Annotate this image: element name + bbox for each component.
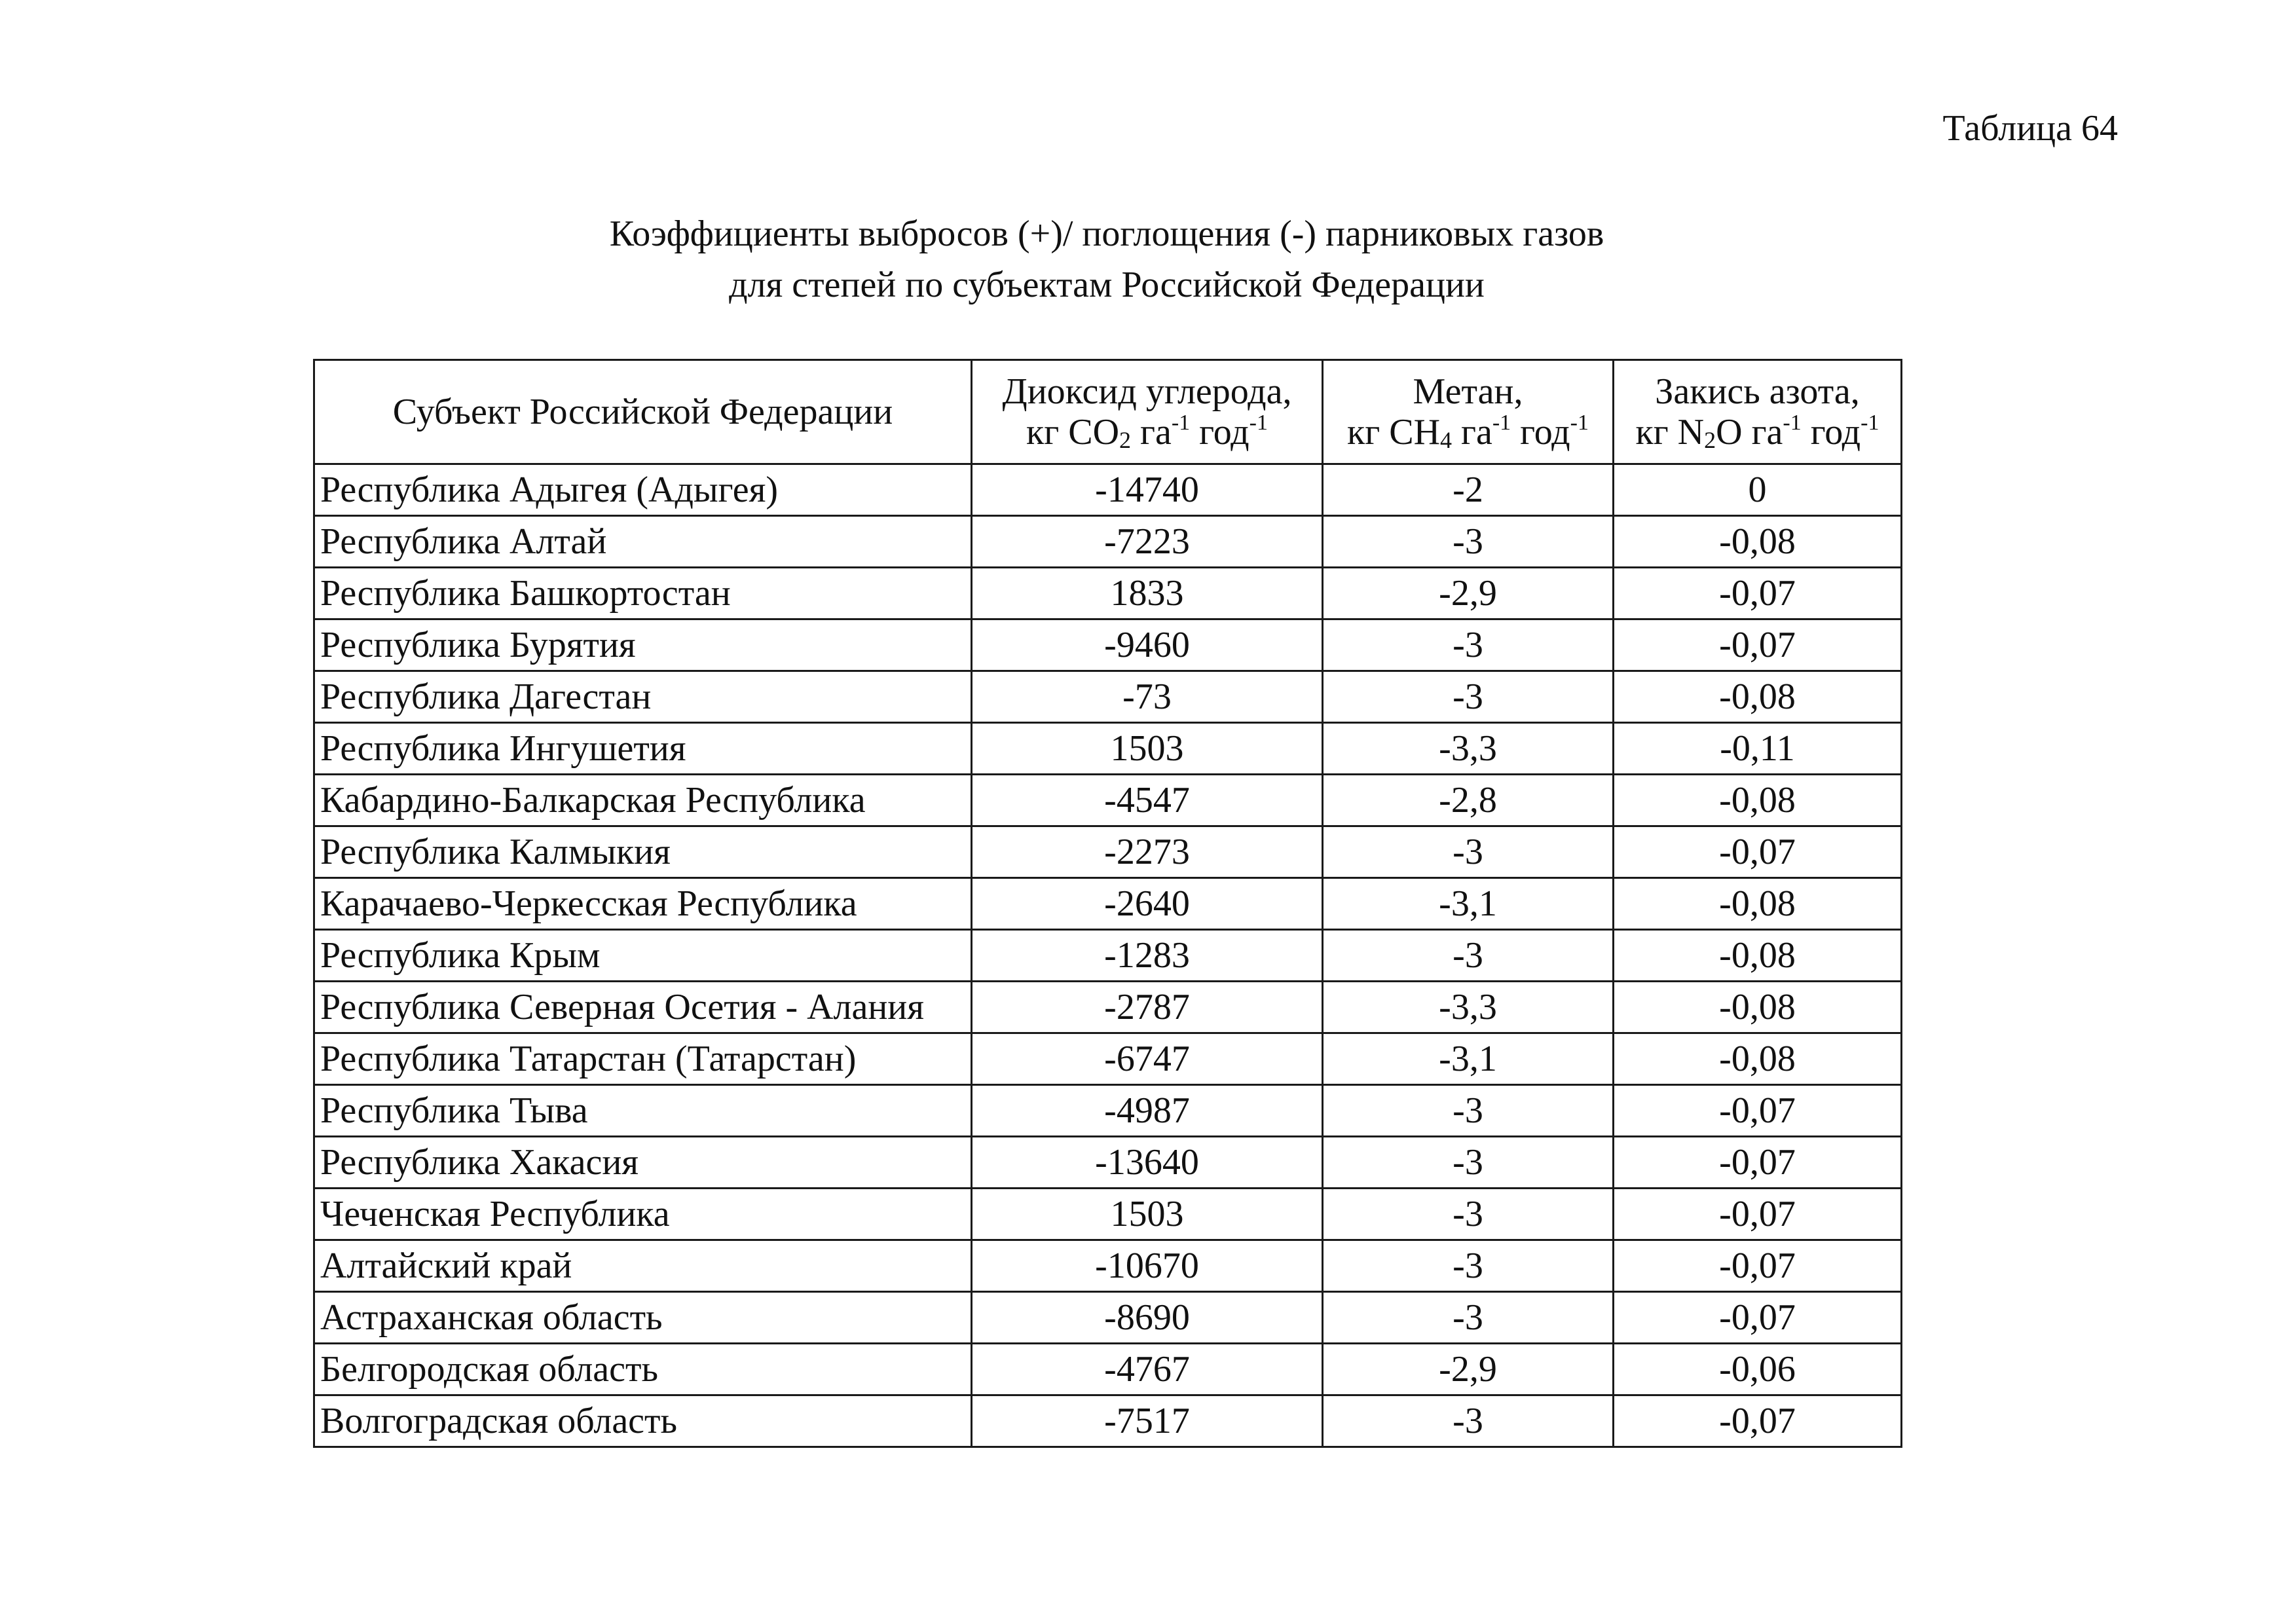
cell-ch4: -3 bbox=[1323, 1189, 1614, 1240]
cell-co2: -2787 bbox=[972, 982, 1323, 1033]
cell-co2: -9460 bbox=[972, 619, 1323, 671]
header-n2o-unit: кг $N_2O$ $га^{-1}$ год$^{-1}$ bbox=[1635, 411, 1879, 453]
cell-n2o: -0,07 bbox=[1614, 568, 1902, 619]
table-row bbox=[314, 826, 1902, 878]
cell-subject: Республика Дагестан bbox=[314, 671, 972, 723]
cell-subject: Волгоградская область bbox=[314, 1395, 972, 1447]
cell-subject: Чеченская Республика bbox=[314, 1189, 972, 1240]
header-co2-name: Диоксид углерода, bbox=[1002, 371, 1292, 412]
cell-n2o: -0,08 bbox=[1614, 930, 1902, 982]
cell-co2: -4767 bbox=[972, 1344, 1323, 1395]
cell-co2: -13640 bbox=[972, 1137, 1323, 1189]
cell-co2: -7223 bbox=[972, 516, 1323, 568]
cell-n2o: -0,08 bbox=[1614, 1033, 1902, 1085]
header-subject: Субъект Российской Федерации bbox=[314, 360, 972, 464]
cell-subject: Республика Калмыкия bbox=[314, 826, 972, 878]
cell-ch4: -3 bbox=[1323, 671, 1614, 723]
header-co2-unit: кг $CO_2$ $га^{-1}$ год$^{-1}$ bbox=[1026, 411, 1268, 453]
cell-n2o: -0,08 bbox=[1614, 982, 1902, 1033]
cell-subject: Астраханская область bbox=[314, 1292, 972, 1344]
table-row bbox=[314, 1344, 1902, 1395]
cell-co2: 1503 bbox=[972, 1189, 1323, 1240]
table-row bbox=[314, 1292, 1902, 1344]
cell-co2: -8690 bbox=[972, 1292, 1323, 1344]
title-line-2: для степей по субъектам Российской Федерации bbox=[729, 265, 1485, 305]
cell-co2: -6747 bbox=[972, 1033, 1323, 1085]
cell-co2: -14740 bbox=[972, 464, 1323, 516]
cell-subject: Республика Алтай bbox=[314, 516, 972, 568]
table-header-row bbox=[314, 360, 1902, 464]
table-row bbox=[314, 516, 1902, 568]
cell-co2: -4547 bbox=[972, 775, 1323, 826]
cell-ch4: -3 bbox=[1323, 1240, 1614, 1292]
cell-subject: Алтайский край bbox=[314, 1240, 972, 1292]
table-body bbox=[314, 464, 1902, 1447]
cell-n2o: -0,07 bbox=[1614, 1240, 1902, 1292]
cell-subject: Республика Башкортостан bbox=[314, 568, 972, 619]
table-row bbox=[314, 671, 1902, 723]
cell-subject: Карачаево-Черкесская Республика bbox=[314, 878, 972, 930]
cell-subject: Кабардино-Балкарская Республика bbox=[314, 775, 972, 826]
cell-n2o: -0,07 bbox=[1614, 619, 1902, 671]
cell-n2o: -0,08 bbox=[1614, 671, 1902, 723]
cell-co2: -7517 bbox=[972, 1395, 1323, 1447]
table-row bbox=[314, 878, 1902, 930]
table-row bbox=[314, 619, 1902, 671]
cell-co2: -2640 bbox=[972, 878, 1323, 930]
cell-n2o: -0,08 bbox=[1614, 878, 1902, 930]
cell-subject: Республика Бурятия bbox=[314, 619, 972, 671]
cell-subject: Республика Крым bbox=[314, 930, 972, 982]
cell-ch4: -3 bbox=[1323, 619, 1614, 671]
table-row bbox=[314, 723, 1902, 775]
cell-n2o: -0,11 bbox=[1614, 723, 1902, 775]
cell-subject: Белгородская область bbox=[314, 1344, 972, 1395]
cell-co2: -1283 bbox=[972, 930, 1323, 982]
cell-co2: -4987 bbox=[972, 1085, 1323, 1137]
table-row bbox=[314, 1395, 1902, 1447]
cell-subject: Республика Адыгея (Адыгея) bbox=[314, 464, 972, 516]
cell-subject: Республика Татарстан (Татарстан) bbox=[314, 1033, 972, 1085]
cell-ch4: -3,3 bbox=[1323, 982, 1614, 1033]
cell-subject: Республика Тыва bbox=[314, 1085, 972, 1137]
cell-ch4: -3 bbox=[1323, 1395, 1614, 1447]
cell-ch4: -3,1 bbox=[1323, 1033, 1614, 1085]
table-row bbox=[314, 464, 1902, 516]
header-co2 bbox=[972, 360, 1323, 464]
cell-ch4: -2,8 bbox=[1323, 775, 1614, 826]
cell-ch4: -2 bbox=[1323, 464, 1614, 516]
cell-n2o: -0,08 bbox=[1614, 516, 1902, 568]
cell-ch4: -3 bbox=[1323, 1292, 1614, 1344]
cell-ch4: -3 bbox=[1323, 826, 1614, 878]
cell-ch4: -3 bbox=[1323, 1085, 1614, 1137]
cell-co2: -2273 bbox=[972, 826, 1323, 878]
cell-ch4: -2,9 bbox=[1323, 568, 1614, 619]
cell-co2: 1833 bbox=[972, 568, 1323, 619]
table-row bbox=[314, 1137, 1902, 1189]
cell-ch4: -3,3 bbox=[1323, 723, 1614, 775]
table-title bbox=[0, 208, 2213, 310]
cell-n2o: -0,07 bbox=[1614, 1085, 1902, 1137]
cell-n2o: -0,07 bbox=[1614, 1292, 1902, 1344]
cell-co2: -10670 bbox=[972, 1240, 1323, 1292]
table-row bbox=[314, 568, 1902, 619]
table-row bbox=[314, 1240, 1902, 1292]
header-n2o-name: Закись азота, bbox=[1655, 371, 1860, 412]
cell-n2o: 0 bbox=[1614, 464, 1902, 516]
cell-ch4: -3,1 bbox=[1323, 878, 1614, 930]
cell-subject: Республика Северная Осетия - Алания bbox=[314, 982, 972, 1033]
header-n2o bbox=[1614, 360, 1902, 464]
cell-co2: -73 bbox=[972, 671, 1323, 723]
table-row bbox=[314, 1085, 1902, 1137]
table-row bbox=[314, 1189, 1902, 1240]
cell-ch4: -3 bbox=[1323, 516, 1614, 568]
title-line-1: Коэффициенты выбросов (+)/ поглощения (-) парниковых газов bbox=[609, 213, 1604, 254]
cell-n2o: -0,07 bbox=[1614, 1137, 1902, 1189]
cell-co2: 1503 bbox=[972, 723, 1323, 775]
table-row bbox=[314, 775, 1902, 826]
cell-n2o: -0,07 bbox=[1614, 826, 1902, 878]
table-row bbox=[314, 930, 1902, 982]
cell-n2o: -0,07 bbox=[1614, 1395, 1902, 1447]
table-row bbox=[314, 1033, 1902, 1085]
cell-subject: Республика Ингушетия bbox=[314, 723, 972, 775]
table-number: Таблица 64 bbox=[1942, 108, 2118, 149]
cell-n2o: -0,06 bbox=[1614, 1344, 1902, 1395]
cell-ch4: -3 bbox=[1323, 930, 1614, 982]
emission-factors-table bbox=[313, 359, 1902, 1448]
cell-subject: Республика Хакасия bbox=[314, 1137, 972, 1189]
cell-n2o: -0,08 bbox=[1614, 775, 1902, 826]
cell-ch4: -3 bbox=[1323, 1137, 1614, 1189]
header-ch4-unit: кг $CH_4$ $га^{-1}$ год$^{-1}$ bbox=[1347, 411, 1589, 453]
cell-n2o: -0,07 bbox=[1614, 1189, 1902, 1240]
cell-ch4: -2,9 bbox=[1323, 1344, 1614, 1395]
header-ch4 bbox=[1323, 360, 1614, 464]
header-ch4-name: Метан, bbox=[1413, 371, 1523, 412]
table-row bbox=[314, 982, 1902, 1033]
